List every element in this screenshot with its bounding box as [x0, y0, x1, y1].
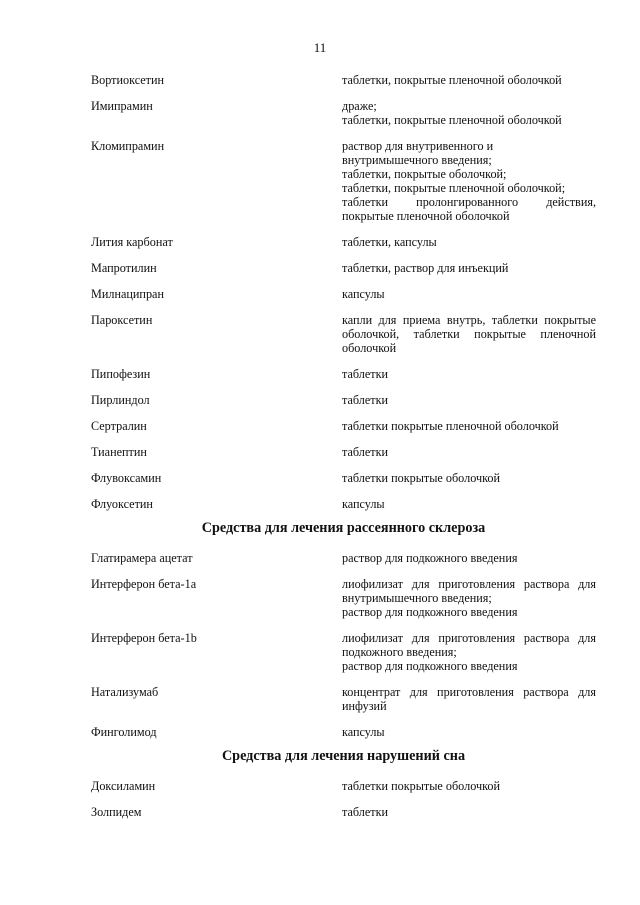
dosage-form-line: драже;: [342, 99, 377, 113]
drug-row: [91, 367, 596, 381]
dosage-form-line: таблетки, покрытые пленочной оболочкой;: [342, 181, 566, 195]
dosage-form-line: оболочкой, таблетки покрытые пленочной: [342, 327, 596, 341]
dosage-forms: [342, 631, 596, 673]
dosage-forms: [342, 393, 596, 407]
dosage-form-line: таблетки, покрытые пленочной оболочкой: [342, 73, 562, 87]
dosage-forms: [342, 261, 596, 275]
dosage-form-line: таблетки пролонгированного действия,: [342, 195, 596, 209]
drug-row: [91, 497, 596, 511]
drug-name: Лития карбонат: [91, 235, 173, 249]
dosage-form-line: таблетки, раствор для инъекций: [342, 261, 509, 275]
dosage-form-line: капсулы: [342, 725, 385, 739]
drug-row: [91, 551, 596, 565]
drug-name: Флуоксетин: [91, 497, 153, 511]
dosage-forms: [342, 577, 596, 619]
section-title: Средства для лечения нарушений сна: [221, 748, 466, 764]
page-number: 11: [313, 40, 327, 55]
drug-row: [91, 287, 596, 301]
drug-row: [91, 313, 596, 355]
drug-row: [91, 73, 596, 87]
dosage-form-line: лиофилизат для приготовления раствора для: [342, 631, 596, 645]
drug-name: Пирлиндол: [91, 393, 150, 407]
dosage-forms: [342, 73, 596, 87]
dosage-form-line: таблетки, капсулы: [342, 235, 437, 249]
dosage-forms: [342, 445, 596, 459]
dosage-form-line: таблетки: [342, 367, 389, 381]
dosage-form-line: раствор для подкожного введения: [342, 605, 518, 619]
dosage-form-line: раствор для подкожного введения: [342, 659, 518, 673]
dosage-forms: [342, 497, 596, 511]
drug-name: Золпидем: [91, 805, 142, 819]
dosage-form-line: инфузий: [342, 699, 387, 713]
dosage-forms: [342, 367, 596, 381]
dosage-form-line: покрытые пленочной оболочкой: [342, 209, 510, 223]
drug-row: [91, 725, 596, 739]
drug-name: Доксиламин: [91, 779, 156, 793]
section-title: Средства для лечения рассеянного склероза: [201, 520, 486, 536]
dosage-form-line: раствор для внутривенного и: [342, 139, 494, 153]
dosage-form-line: капли для приема внутрь, таблетки покрытые: [342, 313, 596, 327]
drug-row: [91, 261, 596, 275]
dosage-form-line: таблетки: [342, 393, 389, 407]
drug-row: [91, 631, 596, 673]
dosage-form-line: таблетки, покрытые пленочной оболочкой: [342, 113, 562, 127]
dosage-form-line: таблетки покрытые оболочкой: [342, 779, 501, 793]
drug-name: Мапротилин: [91, 261, 157, 275]
drug-row: [91, 445, 596, 459]
drug-name: Пипофезин: [91, 367, 151, 381]
drug-name: Милнаципран: [91, 287, 164, 301]
drug-name: Интерферон бета-1b: [91, 631, 197, 645]
dosage-forms: [342, 419, 596, 433]
drug-name: Пароксетин: [91, 313, 153, 327]
dosage-forms: [342, 235, 596, 249]
dosage-form-line: внутримышечного введения;: [342, 153, 492, 167]
dosage-form-line: таблетки покрытые пленочной оболочкой: [342, 419, 559, 433]
dosage-forms: [342, 313, 596, 355]
drug-name: Тианептин: [91, 445, 147, 459]
dosage-form-line: таблетки: [342, 805, 389, 819]
drug-row: [91, 805, 596, 819]
dosage-form-line: капсулы: [342, 497, 385, 511]
drug-name: Интерферон бета-1а: [91, 577, 197, 591]
dosage-forms: [342, 805, 596, 819]
dosage-forms: [342, 287, 596, 301]
dosage-forms: [342, 779, 596, 793]
dosage-form-line: таблетки покрытые оболочкой: [342, 471, 501, 485]
dosage-form-line: внутримышечного введения;: [342, 591, 492, 605]
drug-list: [91, 73, 596, 819]
drug-row: [91, 779, 596, 793]
drug-row: [91, 139, 596, 223]
dosage-form-line: капсулы: [342, 287, 385, 301]
drug-name: Кломипрамин: [91, 139, 165, 153]
dosage-forms: [342, 725, 596, 739]
drug-row: [91, 235, 596, 249]
drug-name: Вортиоксетин: [91, 73, 165, 87]
dosage-form-line: концентрат для приготовления раствора для: [342, 685, 596, 699]
dosage-form-line: таблетки: [342, 445, 389, 459]
dosage-forms: [342, 139, 596, 223]
dosage-form-line: подкожного введения;: [342, 645, 457, 659]
dosage-forms: [342, 685, 596, 713]
dosage-forms: [342, 551, 596, 565]
drug-row: [91, 685, 596, 713]
dosage-forms: [342, 471, 596, 485]
dosage-form-line: таблетки, покрытые оболочкой;: [342, 167, 507, 181]
drug-name: Натализумаб: [91, 685, 159, 699]
drug-name: Сертралин: [91, 419, 147, 433]
drug-name: Флувоксамин: [91, 471, 162, 485]
dosage-form-line: лиофилизат для приготовления раствора для: [342, 577, 596, 591]
drug-row: [91, 419, 596, 433]
drug-row: [91, 393, 596, 407]
dosage-form-line: раствор для подкожного введения: [342, 551, 518, 565]
drug-row: [91, 577, 596, 619]
drug-row: [91, 471, 596, 485]
drug-name: Имипрамин: [91, 99, 153, 113]
dosage-forms: [342, 99, 596, 127]
drug-row: [91, 99, 596, 127]
drug-name: Финголимод: [91, 725, 157, 739]
dosage-form-line: оболочкой: [342, 341, 397, 355]
drug-name: Глатирамера ацетат: [91, 551, 193, 565]
